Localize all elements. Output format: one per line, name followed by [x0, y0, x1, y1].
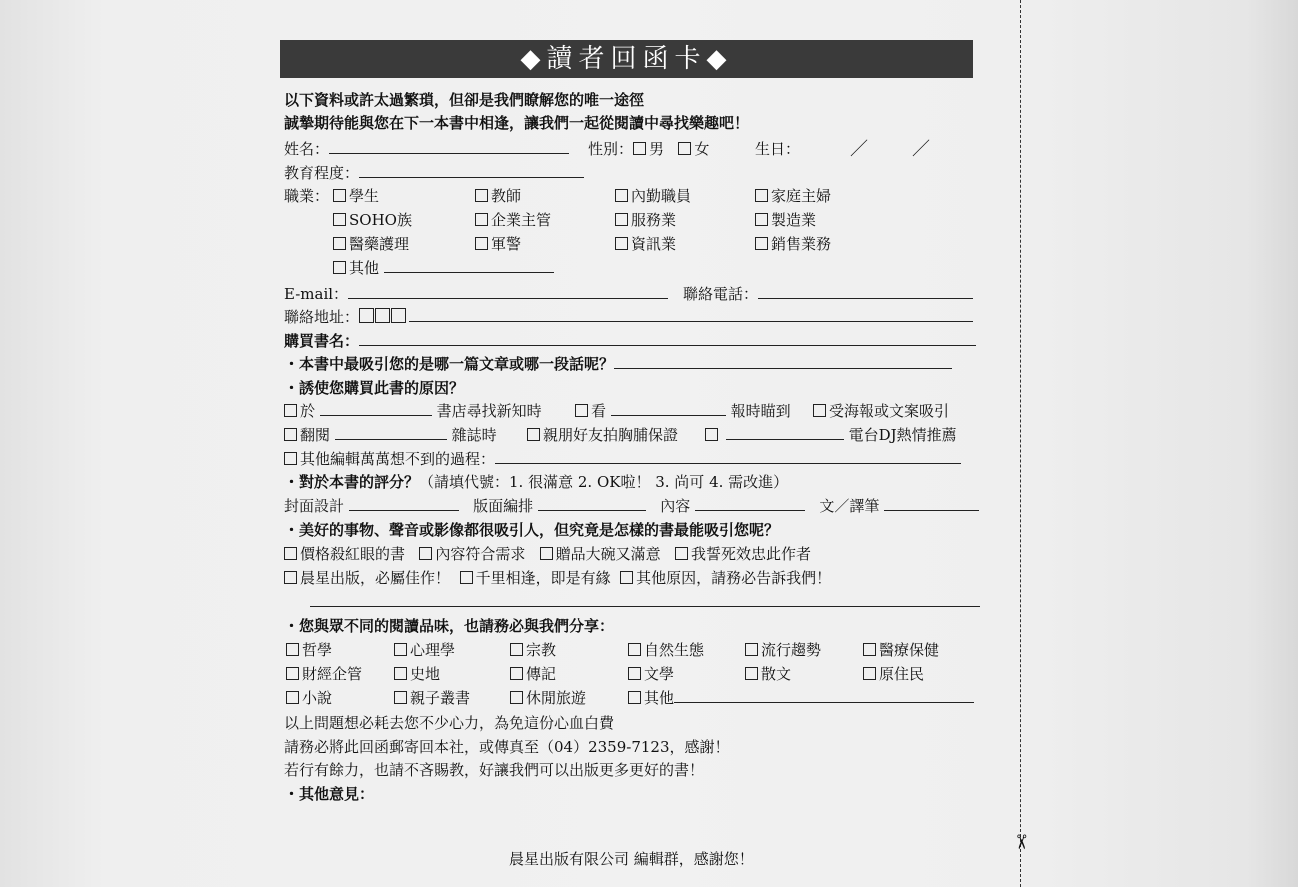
q1-label: ・本書中最吸引您的是哪一篇文章或哪一段話呢？ [284, 355, 615, 373]
occ-checkbox-student[interactable] [333, 189, 346, 202]
q3-label: ・對於本書的評分？ [284, 473, 420, 491]
q4-price: 價格殺紅眼的書 [300, 545, 406, 563]
occ-teacher: 教師 [491, 187, 522, 205]
occ-sales: 銷售業務 [771, 235, 832, 253]
q3-writing-field[interactable] [884, 496, 979, 511]
q3-note: （請填代號：1. 很滿意 2. OK啦！ 3. 尚可 4. 需改進） [419, 473, 789, 491]
q5-checkbox-literature[interactable] [628, 667, 641, 680]
q5-parenting: 親子叢書 [410, 689, 471, 707]
q2-other-field[interactable] [495, 449, 961, 464]
female-label: 女 [694, 140, 710, 158]
q5-novel: 小說 [302, 689, 333, 707]
q2-label: ・誘使您購買此書的原因？ [284, 379, 465, 397]
q4-price-checkbox[interactable] [284, 547, 297, 560]
q5-biography: 傳記 [526, 665, 557, 683]
birthday-label: 生日： [755, 140, 801, 158]
q2-other: 其他編輯萬萬想不到的過程： [300, 450, 496, 468]
q2-magazine: 雜誌時 [451, 426, 497, 444]
q3-cover-field[interactable] [349, 496, 459, 511]
q2-see: 看 [591, 402, 607, 420]
q4-need: 內容符合需求 [435, 545, 526, 563]
phone-field[interactable] [758, 284, 973, 299]
q5-checkbox-nature[interactable] [628, 643, 641, 656]
q2-magazine-checkbox[interactable] [284, 428, 297, 441]
q5-checkbox-philosophy[interactable] [286, 643, 299, 656]
q3-writing: 文／譯筆 [819, 497, 880, 515]
q5-psychology: 心理學 [410, 641, 456, 659]
q4-other-checkbox[interactable] [620, 571, 633, 584]
closing-line-3: 若行有餘力，也請不吝賜教，好讓我們可以出版更多更好的書！ [284, 761, 705, 779]
female-checkbox[interactable] [678, 142, 691, 155]
address-field[interactable] [409, 307, 973, 322]
postcode-box-2[interactable] [375, 308, 390, 323]
q5-travel: 休閒旅遊 [526, 689, 587, 707]
occ-manufacturing: 製造業 [771, 211, 817, 229]
gender-label: 性別： [588, 140, 634, 158]
q3-content-field[interactable] [695, 496, 805, 511]
occ-homemaker: 家庭主婦 [771, 187, 832, 205]
male-checkbox[interactable] [633, 142, 646, 155]
q2-other-checkbox[interactable] [284, 452, 297, 465]
cut-line [1020, 0, 1021, 887]
q4-morningstar: 晨星出版，必屬佳作！ [300, 569, 451, 587]
q5-checkbox-religion[interactable] [510, 643, 523, 656]
q2-radio-checkbox[interactable] [705, 428, 718, 441]
q3-layout-field[interactable] [538, 496, 646, 511]
q2-poster-checkbox[interactable] [813, 404, 826, 417]
occupation-label: 職業： [284, 187, 330, 205]
closing-line-1: 以上問題想必耗去您不少心力，為免這份心血白費 [284, 714, 615, 732]
q3-cover: 封面設計 [284, 497, 345, 515]
occ-checkbox-military[interactable] [475, 237, 488, 250]
q5-checkbox-essay[interactable] [745, 667, 758, 680]
occ-it: 資訊業 [631, 235, 677, 253]
q5-aboriginal: 原住民 [879, 665, 925, 683]
scissors-icon: ✂ [1009, 833, 1034, 851]
q4-label: ・美好的事物、聲音或影像都很吸引人，但究竟是怎樣的書最能吸引您呢？ [284, 521, 780, 539]
name-field[interactable] [329, 139, 569, 154]
q2-radio: 電台DJ熱情推薦 [848, 426, 957, 444]
q4-gift: 贈品大碗又滿意 [555, 545, 661, 563]
occ-checkbox-manager[interactable] [475, 213, 488, 226]
q2-bookstore-checkbox[interactable] [284, 404, 297, 417]
q5-checkbox-aboriginal[interactable] [863, 667, 876, 680]
q2-bookstore-field[interactable] [320, 401, 432, 416]
q2-poster: 受海報或文案吸引 [829, 402, 950, 420]
q2-at: 於 [300, 402, 316, 420]
q4-fate: 千里相逢，即是有緣 [475, 569, 611, 587]
q3-content: 內容 [660, 497, 691, 515]
email-field[interactable] [348, 284, 668, 299]
q5-checkbox-health[interactable] [863, 643, 876, 656]
occ-student: 學生 [349, 187, 380, 205]
q2-radio-field[interactable] [726, 425, 844, 440]
occ-checkbox-homemaker[interactable] [755, 189, 768, 202]
birthday-slash-1: ／ [850, 139, 868, 160]
closing-line-2: 請務必將此回函郵寄回本社，或傳真至（04）2359-7123，感謝！ [284, 738, 730, 756]
q5-checkbox-parenting[interactable] [394, 691, 407, 704]
education-label: 教育程度： [284, 164, 360, 182]
q2-friends: 親朋好友拍胸脯保證 [543, 426, 679, 444]
q5-health: 醫療保健 [879, 641, 940, 659]
name-label: 姓名： [284, 140, 330, 158]
occ-checkbox-it[interactable] [615, 237, 628, 250]
q2-bookstore: 書店尋找新知時 [436, 402, 542, 420]
q5-other-field[interactable] [674, 688, 974, 703]
q4-other-field[interactable] [310, 592, 980, 607]
male-label: 男 [649, 140, 665, 158]
comments-label: ・其他意見： [284, 785, 375, 803]
q5-other: 其他 [644, 689, 675, 707]
q2-magazine-field[interactable] [335, 425, 447, 440]
address-label: 聯絡地址： [284, 308, 360, 326]
footer-text: 晨星出版有限公司 編輯群，感謝您！ [509, 850, 754, 868]
occ-clerk: 內勤職員 [631, 187, 692, 205]
education-field[interactable] [359, 163, 584, 178]
book-field[interactable] [359, 331, 976, 346]
occ-medical: 醫藥護理 [349, 235, 410, 253]
q2-newspaper-checkbox[interactable] [575, 404, 588, 417]
occ-checkbox-service[interactable] [615, 213, 628, 226]
intro-line-2: 誠摯期待能與您在下一本書中相逢，讓我們一起從閱讀中尋找樂趣吧！ [284, 114, 750, 132]
occ-other-field[interactable] [384, 258, 554, 273]
occ-manager: 企業主管 [491, 211, 552, 229]
q2-browse: 翻閱 [300, 426, 331, 444]
occ-military: 軍警 [491, 235, 522, 253]
q4-author: 我誓死效忠此作者 [690, 545, 811, 563]
q4-other: 其他原因，請務必告訴我們！ [636, 569, 832, 587]
q2-friends-checkbox[interactable] [527, 428, 540, 441]
book-label: 購買書名： [284, 332, 360, 350]
intro-line-1: 以下資料或許太過繁瑣，但卻是我們瞭解您的唯一途徑 [284, 91, 645, 109]
postcode-box-3[interactable] [391, 308, 406, 323]
q5-checkbox-travel[interactable] [510, 691, 523, 704]
q4-need-checkbox[interactable] [419, 547, 432, 560]
q2-newspaper-field[interactable] [611, 401, 726, 416]
q5-checkbox-psychology[interactable] [394, 643, 407, 656]
q3-layout: 版面編排 [473, 497, 534, 515]
postcode-box-1[interactable] [359, 308, 374, 323]
q5-label: ・您與眾不同的閱讀品味，也請務必與我們分享： [284, 617, 615, 635]
q5-checkbox-novel[interactable] [286, 691, 299, 704]
q5-checkbox-history[interactable] [394, 667, 407, 680]
q4-morningstar-checkbox[interactable] [284, 571, 297, 584]
q5-finance: 財經企管 [302, 665, 363, 683]
q5-checkbox-other[interactable] [628, 691, 641, 704]
occ-checkbox-soho[interactable] [333, 213, 346, 226]
q5-literature: 文學 [644, 665, 675, 683]
q5-checkbox-trends[interactable] [745, 643, 758, 656]
q4-author-checkbox[interactable] [675, 547, 688, 560]
q5-trends: 流行趨勢 [761, 641, 822, 659]
email-label: E-mail： [284, 285, 349, 303]
occ-checkbox-manufacturing[interactable] [755, 213, 768, 226]
q5-nature: 自然生態 [644, 641, 705, 659]
occ-checkbox-clerk[interactable] [615, 189, 628, 202]
birthday-slash-2: ／ [912, 139, 930, 160]
occ-checkbox-medical[interactable] [333, 237, 346, 250]
occ-checkbox-teacher[interactable] [475, 189, 488, 202]
q4-fate-checkbox[interactable] [460, 571, 473, 584]
form-title: ◆讀者回函卡◆ [280, 40, 973, 78]
occ-soho: SOHO族 [349, 211, 412, 229]
phone-label: 聯絡電話： [683, 285, 759, 303]
occ-other: 其他 [349, 259, 380, 277]
q5-philosophy: 哲學 [302, 641, 333, 659]
q5-checkbox-finance[interactable] [286, 667, 299, 680]
occ-checkbox-sales[interactable] [755, 237, 768, 250]
q4-gift-checkbox[interactable] [540, 547, 553, 560]
q1-field[interactable] [614, 354, 952, 369]
occ-service: 服務業 [631, 211, 677, 229]
q5-religion: 宗教 [526, 641, 557, 659]
q5-essay: 散文 [761, 665, 792, 683]
occ-checkbox-other[interactable] [333, 261, 346, 274]
q5-history: 史地 [410, 665, 441, 683]
q5-checkbox-biography[interactable] [510, 667, 523, 680]
q2-newspaper: 報時瞄到 [730, 402, 791, 420]
